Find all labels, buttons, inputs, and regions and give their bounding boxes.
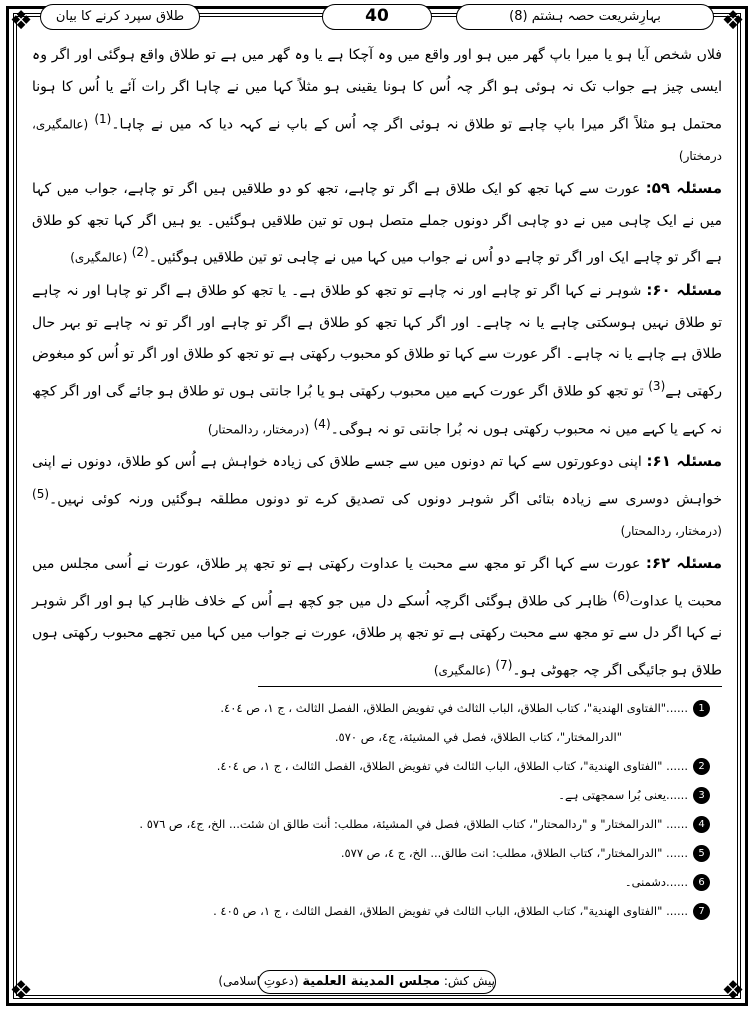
footnote-number: 4 bbox=[693, 816, 710, 833]
footnote: 3 ......یعنی بُرا سمجھتی ہے۔ bbox=[36, 781, 710, 810]
paragraph: مسئلہ ۶۱: اپنی دوعورتوں سے کہا تم دونوں میں سے جسے طلاق کی زیادہ خواہش ہے اُس کو طلاق، دونوں نے اپنی خواہش دوسری سے زیادہ بتائی اگر شوہر دونوں کی تصدیق کرے تو دونوں مطلقہ ہوگئیں ورنہ کوئی نہیں۔$^{(5)}$ (درمختار، ردالمحتار) bbox=[32, 452, 722, 539]
footnote-number: 1 bbox=[693, 700, 710, 717]
footer-suffix: (دعوتِ اسلامی) bbox=[218, 974, 299, 988]
footnote: 1 ......"الفتاوى الهندية"، كتاب الطلاق، الباب الثالث في تفويض الطلاق، الفصل الثالث ، ج ١، ص ٤٠٤. bbox=[36, 694, 710, 723]
footnotes bbox=[36, 694, 710, 926]
page-number: 40 bbox=[322, 4, 432, 30]
footnote-number: 5 bbox=[693, 845, 710, 862]
footer-prefix: پیش کش: bbox=[443, 974, 495, 988]
footnote-continuation: "الدرالمختار"، كتاب الطلاق، فصل في المشيئة، ج٤، ص ٥٧٠. bbox=[334, 730, 622, 744]
paragraph: مسئلہ ۵۹: عورت سے کہا تجھ کو ایک طلاق ہے اگر تو چاہے، تجھ کو دو طلاقیں ہیں اگر تو چاہے، جواب میں کہا میں نے ایک چاہی میں نے دو چاہی اگر دونوں جملے متصل ہوں تو تین طلاقیں ہوگئیں۔ یو ہیں اگر کہا تجھ کو طلاق ہے اگر تو چاہے ایک اور اگر تو چاہے دو اُس نے جواب میں کہا میں نے چاہی تو تین طلاقیں ہوگئیں۔$^{(2)}$ (عالمگیری) bbox=[32, 178, 723, 267]
publisher-footer bbox=[218, 970, 496, 994]
page-header bbox=[40, 2, 714, 32]
chapter-title: طلاق سپرد کرنے کا بیان bbox=[40, 4, 200, 30]
footnote: 4 ...... "الدرالمختار" و "ردالمحتار"، كتاب الطلاق، فصل في المشيئة، مطلب: أنت طالق ان شئت... الخ، ج٤، ص ٥٧٦ . bbox=[36, 810, 710, 839]
main-text bbox=[32, 40, 722, 688]
masala-label: مسئلہ ۵۹: bbox=[645, 178, 723, 197]
corner-ornament-icon: ❖ bbox=[721, 6, 745, 36]
footnote: 7 ...... "الفتاوى الهندية"، كتاب الطلاق، الباب الثالث في تفويض الطلاق، الفصل الثالث ، ج ١، ص ٤٠٥ . bbox=[36, 897, 710, 926]
masala-label: مسئلہ ۶۱: bbox=[646, 452, 722, 471]
footnote-number: 3 bbox=[693, 787, 710, 804]
footnote-number: 2 bbox=[693, 758, 710, 775]
footnote: 6 ......دشمنی۔ bbox=[36, 868, 710, 897]
paragraph: فلاں شخص آیا ہو یا میرا باپ گھر میں ہو اور واقع میں وہ آچکا ہے یا وہ گھر میں ہے تو طلاق واقع ہوگئی اور اگر وہ ایسی چیز ہے جواب تک نہ ہوئی ہو اگر چہ اُس کا ہونا یقینی ہو مثلاً کہا میں نے چاہا اگر رات آئے یا اُس کا ہونا محتمل ہو مثلاً اگر میرا باپ چاہے تو طلاق نہ ہوئی اگر چہ اُس کے باپ نے کہہ دیا کہ میں نے چاہا۔$^{(1)}$ (عالمگیری، درمختار) bbox=[32, 47, 722, 164]
masala-label: مسئلہ ۶۰: bbox=[646, 280, 723, 299]
paragraph: مسئلہ ۶۲: عورت سے کہا اگر تو مجھ سے محبت یا عداوت رکھتی ہے تو تجھ پر طلاق، عورت نے اُسی مجلس میں محبت یا عداوت$^{(6)}$ ظاہر کی طلاق ہوگئی اگرچہ اُسکے دل میں جو کچھ ہے اُس کے خلاف ظاہر کیا ہو اور اگر شوہر نے کہا اگر دل سے تو مجھ سے محبت رکھتی ہے تو تجھ پر طلاق، عورت نے جواب میں کہا میں تجھے محبوب رکھتی ہوں طلاق ہو جائیگی اگر چہ جھوٹی ہو۔$^{(7)}$ (عالمگیری) bbox=[32, 554, 723, 679]
publisher-name: مجلس المدينة العلمية bbox=[302, 974, 441, 989]
corner-ornament-icon: ❖ bbox=[9, 976, 33, 1006]
footnote: 2 ...... "الفتاوى الهندية"، كتاب الطلاق، الباب الثالث في تفويض الطلاق، الفصل الثالث ، ج ١، ص ٤٠٤. bbox=[36, 752, 710, 781]
corner-ornament-icon: ❖ bbox=[721, 976, 745, 1006]
footnote: 5 ...... "الدرالمختار"، كتاب الطلاق، مطلب: انت طالق... الخ، ج ٤، ص ٥٧٧. bbox=[36, 839, 710, 868]
corner-ornament-icon: ❖ bbox=[9, 6, 33, 36]
footnote-divider bbox=[258, 686, 722, 687]
footnote-number: 6 bbox=[693, 874, 710, 891]
footnote-number: 7 bbox=[693, 903, 710, 920]
masala-label: مسئلہ ۶۲: bbox=[645, 554, 722, 573]
paragraph: مسئلہ ۶۰: شوہر نے کہا اگر تو چاہے اور نہ چاہے تو تجھ کو طلاق ہے۔ یا تجھ کو طلاق ہے اگر تو چاہا اور نہ چاہے تو طلاق نہیں ہوسکتی چاہے یا نہ چاہے۔ اور اگر کہا تجھ کو طلاق ہے اگر تو چاہے اور اگر تو نہ چاہے تو بہر حال طلاق ہے چاہے یا نہ چاہے۔ اگر عورت سے کہا تو طلاق کو محبوب رکھتی ہے تو تجھ کو طلاق اور اگر تو اُس کو مبغوض رکھتی ہے$^{(3)}$ تو تجھ کو طلاق اگر عورت کہے میں محبوب رکھتی ہو یا بُرا جانتی ہوں تو طلاق ہو جائے گی اور اگر کچھ نہ کہے یا کہے میں نہ محبوب رکھتی ہوں نہ بُرا جانتی تو نہ ہوگی۔$^{(4)}$ (درمختار، ردالمحتار) bbox=[32, 280, 723, 438]
book-title: بہارِشریعت حصہ ہشتم (8) bbox=[456, 4, 714, 30]
